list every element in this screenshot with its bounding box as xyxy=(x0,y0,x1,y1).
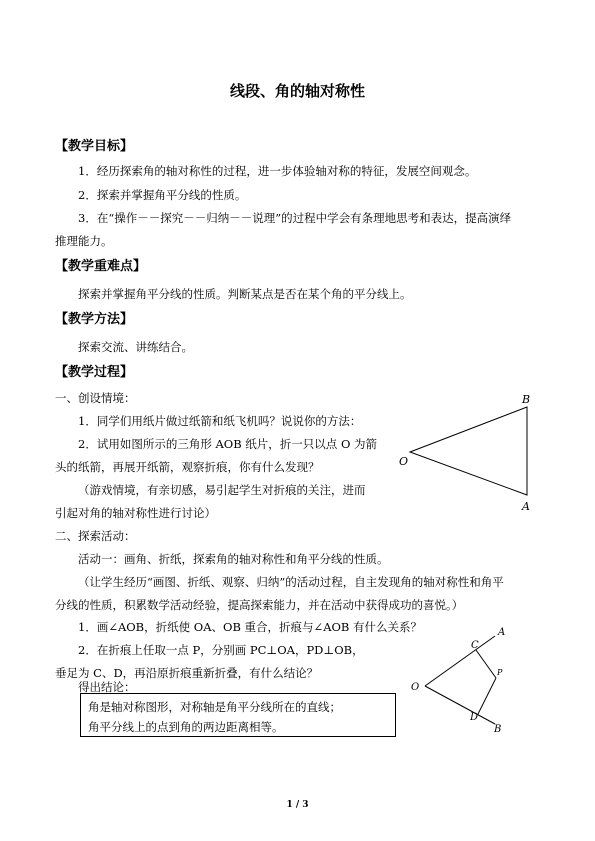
goal-item-2: 2．探索并掌握角平分线的性质。 xyxy=(78,188,247,202)
process-line-10: 分线的性质，积累数学活动经验，提高探索能力，并在活动中获得成功的喜悦。） xyxy=(55,598,464,612)
label-p: P xyxy=(497,668,503,677)
key-points-text: 探索并掌握角平分线的性质。判断某点是否在某个角的平分线上。 xyxy=(78,287,412,301)
process-line-3: 2．试用如图所示的三角形 AOB 纸片，折一只以点 O 为箭 xyxy=(78,437,378,451)
page-title: 线段、角的轴对称性 xyxy=(229,82,365,100)
process-line-1: 一、创设情境： xyxy=(55,391,136,405)
ray-ob xyxy=(425,686,495,724)
label-o2: O xyxy=(411,682,420,693)
label-o: O xyxy=(399,455,409,468)
label-d: D xyxy=(470,712,479,723)
process-line-11: 1．画∠AOB，折纸使 OA、OB 重合，折痕与∠AOB 有什么关系？ xyxy=(78,620,423,634)
goal-item-1: 1．经历探索角的轴对称性的过程，进一步体验轴对称的特征，发展空间观念。 xyxy=(78,164,477,178)
conclusion-box xyxy=(80,693,396,737)
methods-heading: 【教学方法】 xyxy=(55,312,134,327)
process-line-2: 1．同学们用纸片做过纸箭和纸飞机吗？说说你的方法： xyxy=(78,414,362,428)
angle-bisector-figure xyxy=(400,620,515,738)
process-line-7: 二、探索活动： xyxy=(55,529,136,543)
process-line-4: 头的纸箭，再展开纸箭，观察折痕，你有什么发现？ xyxy=(55,460,320,474)
goal-item-3: 3．在“操作－－探究－－归纳－－说理”的过程中学会有条理地思考和表达，提高演绎 xyxy=(78,211,512,225)
conclusion-line-1: 角是轴对称图形，对称轴是角平分线所在的直线； xyxy=(88,700,341,714)
process-heading: 【教学过程】 xyxy=(55,365,134,380)
process-line-5: （游戏情境，有亲切感，易引起学生对折痕的关注，进而 xyxy=(78,483,366,497)
process-line-12: 2．在折痕上任取一点 P，分别画 PC⊥OA，PD⊥OB， xyxy=(78,643,364,657)
process-line-13: 垂足为 C、D，再沿原折痕重新折叠，有什么结论？ xyxy=(55,666,319,680)
goals-heading: 【教学目标】 xyxy=(55,139,134,154)
label-b2: B xyxy=(494,724,502,735)
conclusion-line-2: 角平分线上的点到角的两边距离相等。 xyxy=(88,720,284,734)
ray-oa xyxy=(425,636,495,686)
label-a: A xyxy=(522,500,530,513)
label-b: B xyxy=(522,393,531,406)
triangle-aob-figure xyxy=(390,390,550,520)
page-number: 1 / 3 xyxy=(286,800,309,810)
goal-item-3-cont: 推理能力。 xyxy=(55,234,113,248)
process-line-14: 得出结论： xyxy=(78,680,136,694)
segment-pd xyxy=(478,678,496,714)
methods-text: 探索交流、讲练结合。 xyxy=(78,340,193,354)
triangle-aob xyxy=(410,407,527,495)
process-line-6: 引起对角的轴对称性进行讨论） xyxy=(55,506,216,520)
key-points-heading: 【教学重难点】 xyxy=(55,259,147,274)
process-line-8: 活动一：画角、折纸，探索角的轴对称性和角平分线的性质。 xyxy=(78,552,389,566)
label-a2: A xyxy=(498,627,506,638)
label-c: C xyxy=(471,640,479,651)
segment-pc xyxy=(476,650,496,678)
process-line-9: （让学生经历“画图、折纸、观察、归纳”的活动过程，自主发现角的轴对称性和角平 xyxy=(78,575,504,589)
